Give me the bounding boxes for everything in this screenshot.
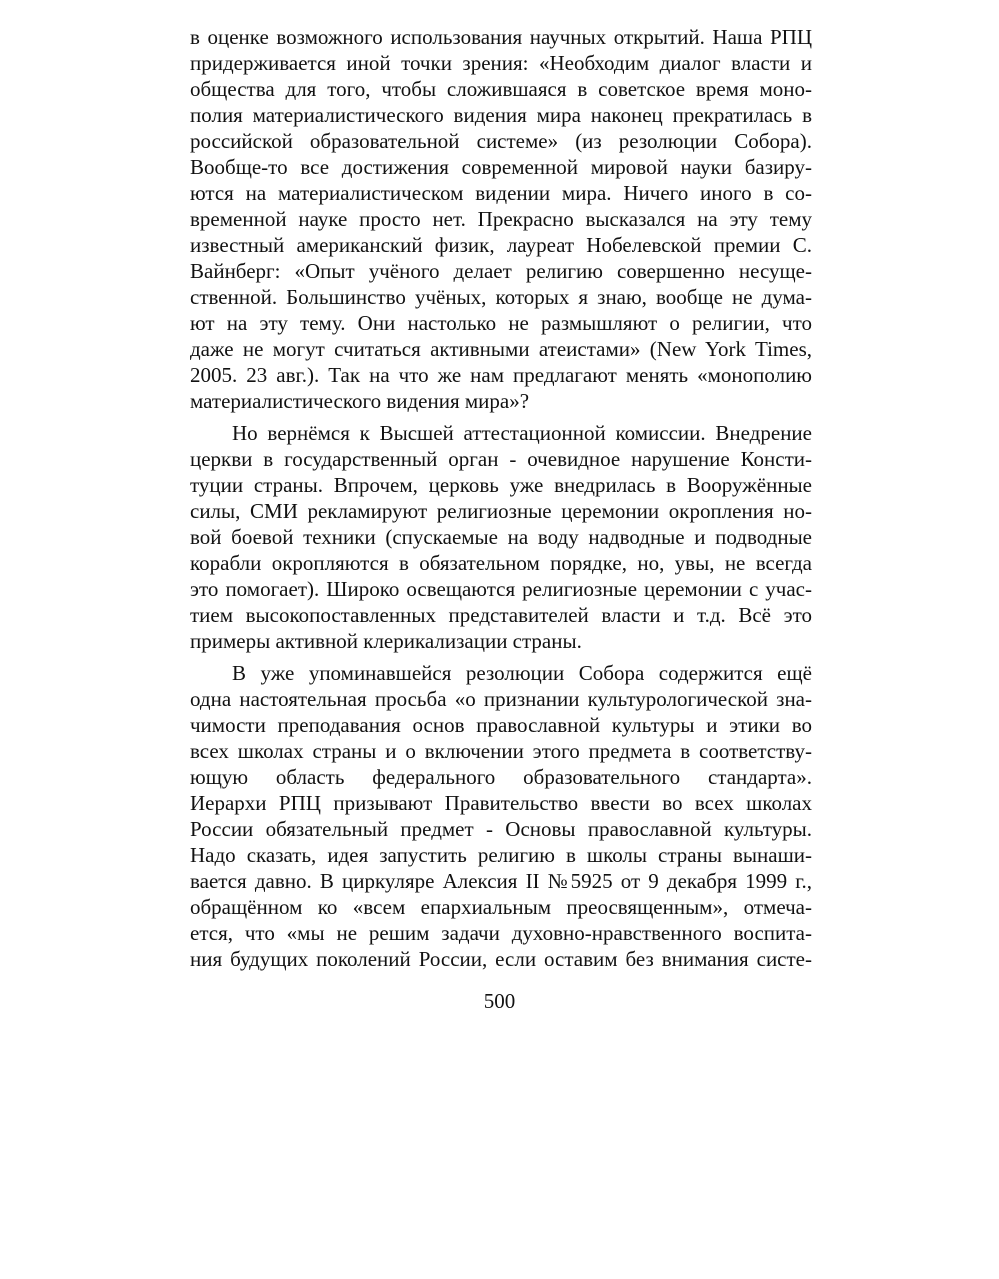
text-line: чимости преподавания основ православной культуры и этики во [190,713,812,737]
text-line: вается давно. В циркуляре Алексия II №5925 от 9 декабря 1999 г., [190,869,812,893]
text-line: корабли окропляются в обязательном порядке, но, увы, не всегда [190,551,812,575]
text-line: Надо сказать, идея запустить религию в школы страны вынаши- [190,843,812,867]
text-line: ются на материалистическом видении мира. Ничего иного в со- [190,181,812,205]
text-line: известный американский физик, лауреат Нобелевской премии С. [190,233,812,257]
text-line: Вайнберг: «Опыт учёного делает религию совершенно несуще- [190,259,812,283]
text-line: временной науке просто нет. Прекрасно высказался на эту тему [190,207,812,231]
paragraph-3 [190,660,812,972]
paragraph-1 [190,24,812,414]
text-line: вой боевой техники (спускаемые на воду надводные и подводные [190,525,812,549]
text-line: обращённом ко «всем епархиальным преосвященным», отмеча- [190,895,812,919]
text-line: В уже упоминавшейся резолюции Собора содержится ещё [232,661,812,685]
text-line: полия материалистического видения мира наконец прекратилась в [190,103,812,127]
text-line: всех школах страны и о включении этого предмета в соответству- [190,739,812,763]
text-line: даже не могут считаться активными атеистами» (New York Times, [190,337,812,361]
text-line: ется, что «мы не решим задачи духовно-нравственного воспита- [190,921,812,945]
text-line: ют на эту тему. Они настолько не размышляют о религии, что [190,311,812,335]
text-line: церкви в государственный орган - очевидное нарушение Консти- [190,447,812,471]
text-line: России обязательный предмет - Основы православной культуры. [190,817,812,841]
text-line: 2005. 23 авг.). Так на что же нам предлагают менять «монополию [190,363,812,387]
text-line: Вообще-то все достижения современной мировой науки базиру- [190,155,812,179]
paragraph-2 [190,420,812,654]
text-line: Но вернёмся к Высшей аттестационной комиссии. Внедрение [232,421,812,445]
text-line: общества для того, чтобы сложившаяся в советское время моно- [190,77,812,101]
text-line: в оценке возможного использования научных открытий. Наша РПЦ [190,25,812,49]
text-line: материалистического видения мира»? [190,389,530,413]
text-line: ющую область федерального образовательного стандарта». [190,765,812,789]
body-text [190,24,812,972]
text-line: силы, СМИ рекламируют религиозные церемонии окропления но- [190,499,812,523]
text-line: придерживается иной точки зрения: «Необходим диалог власти и [190,51,812,75]
text-line: Иерархи РПЦ призывают Правительство ввести во всех школах [190,791,812,815]
text-line: примеры активной клерикализации страны. [190,629,582,653]
text-line: ния будущих поколений России, если оставим без внимания систе- [190,947,812,971]
text-line: туции страны. Впрочем, церковь уже внедрилась в Вооружённые [190,473,812,497]
page-number: 500 [483,989,516,1013]
text-line: тием высокопоставленных представителей власти и т.д. Всё это [190,603,812,627]
text-line: российской образовательной системе» (из резолюции Собора). [190,129,812,153]
text-line: одна настоятельная просьба «о признании культурологической зна- [190,687,812,711]
text-line: это помогает). Широко освещаются религиозные церемонии с учас- [190,577,812,601]
text-line: ственной. Большинство учёных, которых я знаю, вообще не дума- [190,285,812,309]
